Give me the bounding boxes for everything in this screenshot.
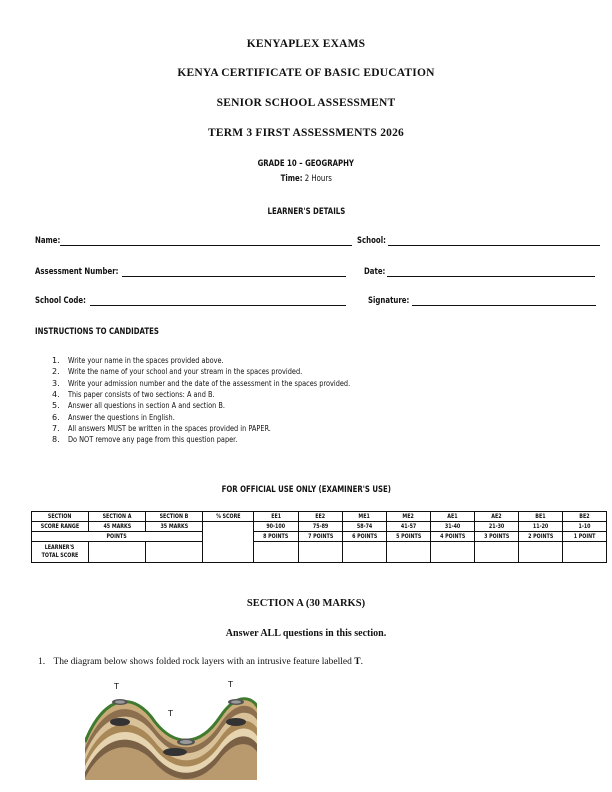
section-a-title: SECTION A (30 MARKS): [246, 598, 366, 609]
instruction-item: 3. Write your admission number and the date of the assessment in the spaces provided.: [52, 379, 351, 388]
instruction-item: 7. All answers MUST be written in the spaces provided in PAPER.: [52, 424, 271, 433]
official-use-heading: FOR OFFICIAL USE ONLY (EXAMINER'S USE): [221, 485, 391, 495]
instruction-item: 6. Answer the questions in English.: [52, 413, 175, 422]
diagram-label-t-right: T: [228, 680, 233, 689]
date-label: Date:: [364, 267, 386, 277]
instruction-item: 4. This paper consists of two sections: A and B.: [52, 390, 215, 399]
table-row: POINTS 8 POINTS 7 POINTS 6 POINTS 5 POINTS 4 POINTS 3 POINTS 2 POINTS 1 POINT: [32, 532, 607, 542]
diagram-label-t-middle: T: [168, 709, 173, 718]
folded-rock-diagram: [80, 672, 280, 782]
instructions-heading: INSTRUCTIONS TO CANDIDATES: [35, 327, 159, 337]
school-label: School:: [357, 236, 386, 246]
learner-details-heading: LEARNER'S DETAILS: [267, 207, 345, 217]
assessment-number-field[interactable]: [122, 276, 346, 277]
signature-field[interactable]: [412, 305, 596, 306]
section-a-score-cell[interactable]: [89, 542, 146, 563]
instruction-item: 5. Answer all questions in section A and section B.: [52, 401, 225, 410]
exam-body-title: KENYAPLEX EXAMS: [246, 38, 366, 50]
table-row: SCORE RANGE 45 MARKS 35 MARKS 90-100 75-89 58-74 41-57 31-40 21-30 11-20 1-10: [32, 522, 607, 532]
assessment-title: SENIOR SCHOOL ASSESSMENT: [216, 97, 396, 109]
assessment-number-label: Assessment Number:: [35, 267, 119, 277]
term-title: TERM 3 FIRST ASSESSMENTS 2026: [207, 127, 405, 139]
section-a-subtitle: Answer ALL questions in this section.: [225, 628, 387, 639]
certificate-title: KENYA CERTIFICATE OF BASIC EDUCATION: [177, 67, 435, 79]
table-row: LEARNER'S TOTAL SCORE: [32, 542, 607, 563]
table-row: SECTION SECTION A SECTION B % SCORE EE1 EE2 ME1 ME2 AE1 AE2 BE1 BE2: [32, 512, 607, 522]
name-label: Name:: [35, 236, 61, 246]
signature-label: Signature:: [368, 296, 410, 306]
grade-subject: GRADE 10 – GEOGRAPHY: [257, 159, 355, 169]
score-table: [31, 511, 607, 563]
instruction-item: 8. Do NOT remove any page from this question paper.: [52, 435, 238, 444]
name-field[interactable]: [60, 245, 352, 246]
instruction-item: 1. Write your name in the spaces provided above.: [52, 356, 224, 365]
diagram-label-t-left: T: [114, 682, 119, 691]
time-allowed: Time: 2 Hours: [280, 174, 332, 184]
school-code-label: School Code:: [35, 296, 86, 306]
instruction-item: 2. Write the name of your school and your stream in the spaces provided.: [52, 367, 303, 376]
question-1: 1. The diagram below shows folded rock layers with an intrusive feature labelled T.: [38, 657, 363, 667]
section-b-score-cell[interactable]: [146, 542, 203, 563]
school-code-field[interactable]: [90, 305, 346, 306]
school-field[interactable]: [388, 245, 600, 246]
date-field[interactable]: [387, 276, 595, 277]
